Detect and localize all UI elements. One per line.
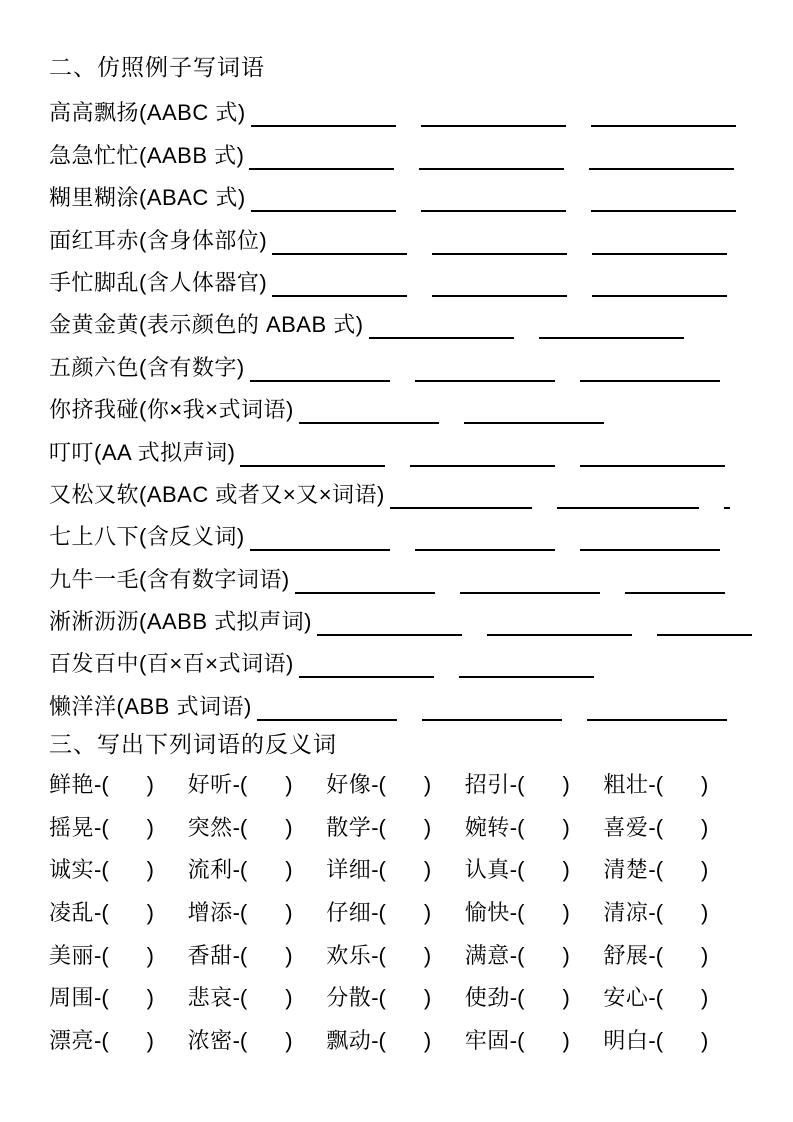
- antonym-close-paren: ): [701, 942, 709, 968]
- antonym-close-paren: ): [285, 1027, 293, 1053]
- section2-exercise-list: [49, 86, 749, 722]
- antonym-word: 好像: [326, 772, 372, 798]
- antonym-cell: [326, 942, 465, 968]
- antonym-cell: [465, 987, 604, 1009]
- antonym-answer-space[interactable]: [524, 998, 562, 999]
- antonym-answer-space[interactable]: [386, 955, 424, 956]
- antonym-open-paren: -(: [232, 942, 248, 968]
- antonym-word: 清楚: [603, 857, 649, 883]
- antonym-cell: [603, 987, 742, 1009]
- antonym-answer-space[interactable]: [247, 912, 285, 913]
- exercise-prompt: 金黄金黄(表示颜色的 ABAB 式): [49, 312, 364, 338]
- antonym-cell: [603, 899, 742, 925]
- antonym-open-paren: -(: [232, 772, 248, 798]
- antonym-cell: [464, 899, 604, 925]
- exercise-line: [49, 86, 749, 128]
- antonym-cell: [326, 814, 465, 840]
- antonym-cell: [188, 987, 327, 1009]
- exercise-prompt: 糊里糊涂(ABAC 式): [49, 185, 246, 211]
- answer-blank[interactable]: [580, 374, 720, 382]
- antonym-word: 明白: [603, 1027, 649, 1053]
- exercise-prompt: 懒洋洋(ABB 式词语): [49, 693, 252, 719]
- exercise-line: [49, 213, 749, 255]
- section3-heading: 三、写出下列词语的反义词: [49, 731, 337, 758]
- antonym-cell: [603, 942, 742, 968]
- answer-blank[interactable]: [415, 543, 555, 551]
- antonym-answer-space[interactable]: [663, 955, 701, 956]
- antonym-answer-space[interactable]: [109, 998, 147, 999]
- antonym-cell: [187, 942, 327, 968]
- answer-blank[interactable]: [421, 119, 566, 127]
- answer-blank[interactable]: [419, 162, 564, 170]
- antonym-close-paren: ): [285, 985, 293, 1011]
- answer-blank[interactable]: [299, 670, 434, 678]
- antonym-cell: [49, 814, 188, 840]
- antonym-open-paren: -(: [232, 814, 248, 840]
- antonym-open-paren: -(: [94, 899, 109, 925]
- antonym-close-paren: ): [701, 772, 709, 798]
- antonym-word: 好听: [187, 772, 233, 798]
- antonym-close-paren: ): [423, 857, 432, 883]
- section3-antonym-grid: [49, 764, 749, 1062]
- exercise-line: [49, 595, 749, 637]
- answer-blank[interactable]: [251, 204, 396, 212]
- antonym-word: 增添: [187, 899, 233, 925]
- antonym-open-paren: -(: [648, 814, 664, 840]
- exercise-line: [49, 552, 749, 594]
- antonym-cell: [49, 774, 188, 796]
- antonym-open-paren: -(: [94, 814, 109, 840]
- antonym-word: 漂亮: [49, 1027, 95, 1053]
- antonym-answer-space[interactable]: [524, 827, 562, 828]
- antonym-close-paren: ): [146, 772, 154, 798]
- antonym-open-paren: -(: [371, 899, 386, 925]
- antonym-close-paren: ): [701, 985, 709, 1011]
- antonym-close-paren: ): [146, 1027, 154, 1053]
- antonym-row: [49, 764, 749, 807]
- antonym-close-paren: ): [423, 985, 432, 1011]
- antonym-close-paren: ): [423, 942, 432, 968]
- antonym-close-paren: ): [701, 857, 709, 883]
- answer-blank[interactable]: [410, 459, 555, 467]
- answer-blank[interactable]: [580, 459, 725, 467]
- exercise-line: [49, 679, 749, 721]
- antonym-cell: [49, 942, 188, 968]
- antonym-close-paren: ): [701, 899, 709, 925]
- antonym-word: 牢固: [464, 1027, 510, 1053]
- answer-blank[interactable]: [272, 247, 407, 255]
- antonym-close-paren: ): [423, 814, 432, 840]
- antonym-answer-space[interactable]: [109, 912, 147, 913]
- antonym-cell: [187, 1027, 327, 1053]
- antonym-cell: [187, 814, 327, 840]
- exercise-prompt: 淅淅沥沥(AABB 式拟声词): [49, 609, 312, 635]
- antonym-answer-space[interactable]: [247, 870, 285, 871]
- antonym-answer-space[interactable]: [663, 785, 701, 786]
- antonym-word: 详细: [326, 857, 372, 883]
- antonym-open-paren: -(: [94, 985, 109, 1011]
- antonym-answer-space[interactable]: [109, 870, 147, 871]
- antonym-word: 美丽: [49, 942, 95, 968]
- antonym-open-paren: -(: [509, 985, 525, 1011]
- answer-blank[interactable]: [415, 374, 555, 382]
- answer-blank[interactable]: [557, 501, 699, 509]
- exercise-prompt: 百发百中(百×百×式词语): [49, 651, 294, 677]
- antonym-answer-space[interactable]: [247, 998, 285, 999]
- antonym-cell: [187, 899, 327, 925]
- antonym-row: [49, 1019, 749, 1062]
- antonym-close-paren: ): [562, 942, 570, 968]
- antonym-open-paren: -(: [371, 814, 386, 840]
- antonym-answer-space[interactable]: [663, 998, 701, 999]
- antonym-row: [49, 849, 749, 892]
- answer-blank[interactable]: [592, 289, 727, 297]
- antonym-close-paren: ): [285, 857, 293, 883]
- antonym-row: [49, 977, 749, 1020]
- antonym-close-paren: ): [701, 1027, 709, 1053]
- antonym-answer-space[interactable]: [386, 912, 424, 913]
- antonym-open-paren: -(: [648, 772, 664, 798]
- antonym-cell: [326, 899, 465, 925]
- antonym-word: 流利: [187, 857, 233, 883]
- antonym-open-paren: -(: [509, 942, 525, 968]
- antonym-open-paren: -(: [648, 857, 664, 883]
- exercise-line: [49, 256, 749, 298]
- antonym-word: 欢乐: [326, 942, 372, 968]
- antonym-open-paren: -(: [371, 857, 386, 883]
- antonym-word: 周围: [49, 985, 95, 1011]
- answer-blank[interactable]: [539, 331, 684, 339]
- antonym-open-paren: -(: [371, 985, 386, 1011]
- antonym-close-paren: ): [562, 814, 570, 840]
- antonym-open-paren: -(: [232, 985, 248, 1011]
- antonym-word: 散学: [326, 814, 372, 840]
- antonym-cell: [464, 942, 604, 968]
- antonym-word: 鲜艳: [49, 772, 95, 798]
- antonym-close-paren: ): [423, 1027, 432, 1053]
- antonym-row: [49, 892, 749, 935]
- exercise-prompt: 又松又软(ABAC 或者又×又×词语): [49, 481, 385, 507]
- antonym-open-paren: -(: [371, 942, 386, 968]
- answer-blank[interactable]: [432, 289, 567, 297]
- antonym-close-paren: ): [562, 857, 570, 883]
- antonym-cell: [49, 987, 188, 1009]
- exercise-line: [49, 128, 749, 170]
- antonym-open-paren: -(: [94, 857, 109, 883]
- antonym-word: 飘动: [326, 1027, 372, 1053]
- antonym-open-paren: -(: [232, 857, 248, 883]
- antonym-answer-space[interactable]: [109, 1040, 147, 1041]
- answer-blank[interactable]: [580, 543, 720, 551]
- antonym-cell: [603, 1027, 742, 1053]
- antonym-close-paren: ): [146, 857, 154, 883]
- answer-blank[interactable]: [272, 289, 407, 297]
- answer-blank[interactable]: [299, 416, 439, 424]
- exercise-prompt: 叮叮(AA 式拟声词): [49, 439, 236, 465]
- answer-blank[interactable]: [421, 204, 566, 212]
- antonym-cell: [326, 774, 465, 796]
- answer-blank[interactable]: [390, 501, 532, 509]
- antonym-word: 喜爱: [603, 814, 649, 840]
- antonym-close-paren: ): [285, 772, 293, 798]
- antonym-cell: [464, 814, 604, 840]
- answer-blank[interactable]: [591, 204, 736, 212]
- antonym-word: 满意: [464, 942, 510, 968]
- antonym-cell: [188, 859, 327, 881]
- exercise-prompt: 五颜六色(含有数字): [49, 354, 245, 380]
- antonym-close-paren: ): [285, 942, 293, 968]
- antonym-word: 婉转: [464, 814, 510, 840]
- antonym-word: 分散: [326, 985, 372, 1011]
- antonym-open-paren: -(: [509, 1027, 525, 1053]
- antonym-open-paren: -(: [648, 985, 664, 1011]
- answer-blank[interactable]: [240, 459, 385, 467]
- antonym-open-paren: -(: [509, 899, 525, 925]
- antonym-answer-space[interactable]: [386, 998, 424, 999]
- antonym-answer-space[interactable]: [386, 785, 424, 786]
- answer-blank[interactable]: [459, 670, 594, 678]
- answer-blank[interactable]: [317, 628, 462, 636]
- exercise-line: [49, 510, 749, 552]
- antonym-answer-space[interactable]: [524, 955, 562, 956]
- antonym-answer-space[interactable]: [109, 785, 147, 786]
- antonym-cell: [464, 1027, 604, 1053]
- antonym-answer-space[interactable]: [109, 827, 147, 828]
- antonym-close-paren: ): [562, 899, 570, 925]
- answer-blank[interactable]: [257, 713, 397, 721]
- answer-blank[interactable]: [592, 247, 727, 255]
- antonym-close-paren: ): [146, 814, 154, 840]
- antonym-open-paren: -(: [371, 772, 386, 798]
- antonym-open-paren: -(: [94, 772, 109, 798]
- exercise-prompt: 你挤我碰(你×我×式词语): [49, 397, 294, 423]
- exercise-prompt: 面红耳赤(含身体部位): [49, 227, 268, 253]
- antonym-word: 安心: [603, 985, 649, 1011]
- antonym-open-paren: -(: [648, 899, 664, 925]
- answer-blank[interactable]: [432, 247, 567, 255]
- antonym-answer-space[interactable]: [109, 955, 147, 956]
- exercise-line: [49, 383, 749, 425]
- antonym-word: 仔细: [326, 899, 372, 925]
- antonym-cell: [188, 774, 327, 796]
- antonym-answer-space[interactable]: [386, 870, 424, 871]
- antonym-open-paren: -(: [94, 942, 109, 968]
- antonym-close-paren: ): [285, 899, 293, 925]
- antonym-word: 凌乱: [49, 899, 95, 925]
- answer-blank[interactable]: [587, 713, 727, 721]
- antonym-cell: [603, 774, 742, 796]
- antonym-row: [49, 934, 749, 977]
- antonym-close-paren: ): [146, 899, 154, 925]
- antonym-open-paren: -(: [94, 1027, 109, 1053]
- exercise-prompt: 九牛一毛(含有数字词语): [49, 566, 290, 592]
- antonym-close-paren: ): [701, 814, 709, 840]
- answer-blank[interactable]: [295, 586, 435, 594]
- antonym-open-paren: -(: [509, 857, 525, 883]
- antonym-word: 舒展: [603, 942, 649, 968]
- antonym-open-paren: -(: [232, 899, 248, 925]
- antonym-word: 粗壮: [603, 772, 649, 798]
- antonym-word: 愉快: [464, 899, 510, 925]
- exercise-prompt: 急急忙忙(AABB 式): [49, 142, 245, 168]
- exercise-line: [49, 468, 749, 510]
- exercise-line: [49, 637, 749, 679]
- antonym-answer-space[interactable]: [524, 912, 562, 913]
- antonym-answer-space[interactable]: [247, 785, 285, 786]
- antonym-word: 招引: [464, 772, 510, 798]
- antonym-answer-space[interactable]: [247, 955, 285, 956]
- exercise-line: [49, 425, 749, 467]
- antonym-answer-space[interactable]: [386, 1040, 424, 1041]
- antonym-word: 认真: [464, 857, 510, 883]
- antonym-cell: [49, 859, 188, 881]
- antonym-word: 摇晃: [49, 814, 95, 840]
- exercise-line: [49, 298, 749, 340]
- antonym-close-paren: ): [285, 814, 293, 840]
- answer-blank[interactable]: [625, 586, 725, 594]
- answer-blank[interactable]: [250, 374, 390, 382]
- antonym-close-paren: ): [423, 899, 432, 925]
- exercise-prompt: 高高飘扬(AABC 式): [49, 100, 246, 126]
- antonym-close-paren: ): [562, 772, 570, 798]
- antonym-open-paren: -(: [648, 942, 664, 968]
- answer-blank[interactable]: [369, 331, 514, 339]
- answer-blank[interactable]: [589, 162, 734, 170]
- antonym-close-paren: ): [423, 772, 432, 798]
- exercise-prompt: 七上八下(含反义词): [49, 524, 245, 550]
- antonym-close-paren: ): [562, 985, 570, 1011]
- antonym-cell: [465, 859, 604, 881]
- exercise-prompt: 手忙脚乱(含人体器官): [49, 269, 268, 295]
- antonym-row: [49, 806, 749, 849]
- answer-blank[interactable]: [250, 543, 390, 551]
- antonym-open-paren: -(: [509, 772, 525, 798]
- antonym-close-paren: ): [146, 985, 154, 1011]
- antonym-answer-space[interactable]: [663, 912, 701, 913]
- exercise-line: [49, 340, 749, 382]
- antonym-cell: [326, 859, 465, 881]
- antonym-cell: [326, 1027, 465, 1053]
- antonym-word: 诚实: [49, 857, 95, 883]
- antonym-word: 悲哀: [187, 985, 233, 1011]
- antonym-cell: [603, 859, 742, 881]
- antonym-answer-space[interactable]: [663, 1040, 701, 1041]
- section2-heading: 二、仿照例子写词语: [49, 53, 265, 80]
- answer-blank[interactable]: [422, 713, 562, 721]
- antonym-cell: [465, 774, 604, 796]
- antonym-answer-space[interactable]: [247, 1040, 285, 1041]
- antonym-word: 香甜: [187, 942, 233, 968]
- antonym-open-paren: -(: [648, 1027, 664, 1053]
- answer-blank[interactable]: [657, 628, 752, 636]
- antonym-word: 清凉: [603, 899, 649, 925]
- answer-blank[interactable]: [249, 162, 394, 170]
- antonym-close-paren: ): [562, 1027, 570, 1053]
- antonym-answer-space[interactable]: [663, 870, 701, 871]
- antonym-word: 浓密: [187, 1027, 233, 1053]
- answer-blank[interactable]: [487, 628, 632, 636]
- answer-blank[interactable]: [251, 119, 396, 127]
- antonym-answer-space[interactable]: [663, 827, 701, 828]
- antonym-cell: [326, 987, 465, 1009]
- answer-blank[interactable]: [724, 501, 730, 509]
- antonym-answer-space[interactable]: [524, 1040, 562, 1041]
- antonym-cell: [603, 814, 742, 840]
- antonym-answer-space[interactable]: [524, 785, 562, 786]
- exercise-line: [49, 171, 749, 213]
- antonym-word: 突然: [187, 814, 233, 840]
- antonym-close-paren: ): [146, 942, 154, 968]
- answer-blank[interactable]: [591, 119, 736, 127]
- antonym-word: 使劲: [464, 985, 510, 1011]
- antonym-answer-space[interactable]: [386, 827, 424, 828]
- antonym-answer-space[interactable]: [247, 827, 285, 828]
- antonym-open-paren: -(: [232, 1027, 248, 1053]
- antonym-cell: [49, 899, 188, 925]
- antonym-open-paren: -(: [509, 814, 525, 840]
- antonym-open-paren: -(: [371, 1027, 386, 1053]
- antonym-answer-space[interactable]: [524, 870, 562, 871]
- answer-blank[interactable]: [460, 586, 600, 594]
- answer-blank[interactable]: [464, 416, 604, 424]
- antonym-cell: [49, 1027, 188, 1053]
